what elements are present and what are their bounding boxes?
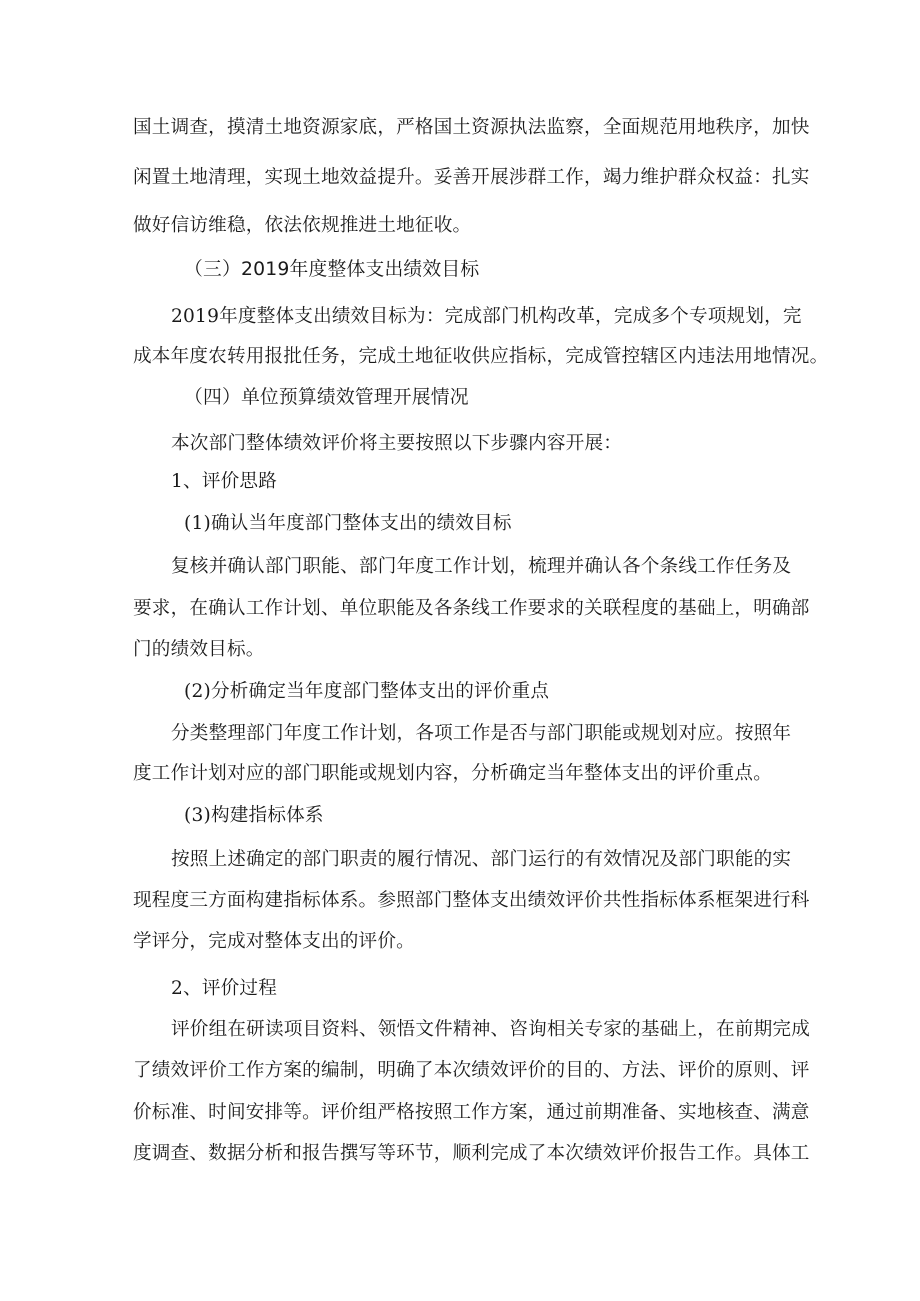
subsection-item-title: (2)分析确定当年度部门整体支出的评价重点 xyxy=(184,681,550,702)
paragraph-line: 按照上述确定的部门职责的履行情况、部门运行的有效情况及部门职能的实 xyxy=(171,849,792,870)
paragraph-line: 价标准、时间安排等。评价组严格按照工作方案，通过前期准备、实地核查、满意 xyxy=(133,1102,810,1123)
subsection-title: 1、评价思路 xyxy=(171,471,277,492)
paragraph-line: 了绩效评价工作方案的编制，明确了本次绩效评价的目的、方法、评价的原则、评 xyxy=(133,1060,810,1081)
subsection-item-title: (1)确认当年度部门整体支出的绩效目标 xyxy=(184,513,512,534)
paragraph-line: 本次部门整体绩效评价将主要按照以下步骤内容开展： xyxy=(171,433,623,454)
paragraph-line: 成本年度农转用报批任务，完成土地征收供应指标，完成管控辖区内违法用地情况。 xyxy=(133,346,829,367)
paragraph-line: 分类整理部门年度工作计划，各项工作是否与部门职能或规划对应。按照年 xyxy=(171,723,792,744)
paragraph-line: 国土调查，摸清土地资源家底，严格国土资源执法监察，全面规范用地秩序，加快 xyxy=(133,117,810,138)
paragraph-line: 要求，在确认工作计划、单位职能及各条线工作要求的关联程度的基础上，明确部 xyxy=(133,598,810,619)
paragraph-line: 评价组在研读项目资料、领悟文件精神、咨询相关专家的基础上，在前期完成 xyxy=(171,1019,810,1040)
paragraph-line: 复核并确认部门职能、部门年度工作计划，梳理并确认各个条线工作任务及 xyxy=(171,556,792,577)
subsection-item-title: (3)构建指标体系 xyxy=(184,805,324,826)
paragraph-line: 门的绩效目标。 xyxy=(133,639,265,660)
subsection-title: 2、评价过程 xyxy=(171,978,277,999)
paragraph-line: 闲置土地清理，实现土地效益提升。妥善开展涉群工作，竭力维护群众权益：扎实 xyxy=(133,167,810,188)
paragraph-line: 度调查、数据分析和报告撰写等环节，顺利完成了本次绩效评价报告工作。具体工 xyxy=(133,1143,810,1164)
paragraph-line: 度工作计划对应的部门职能或规划内容，分析确定当年整体支出的评价重点。 xyxy=(133,763,772,784)
paragraph-line: 现程度三方面构建指标体系。参照部门整体支出绩效评价共性指标体系框架进行科 xyxy=(133,890,810,911)
section-heading-4: （四）单位预算绩效管理开展情况 xyxy=(184,387,469,408)
paragraph-line: 学评分，完成对整体支出的评价。 xyxy=(133,931,415,952)
section-heading-3: （三）2019年度整体支出绩效目标 xyxy=(184,259,480,280)
paragraph-line: 做好信访维稳，依法依规推进土地征收。 xyxy=(133,215,472,236)
paragraph-line: 2019年度整体支出绩效目标为：完成部门机构改革，完成多个专项规划，完 xyxy=(171,306,802,327)
